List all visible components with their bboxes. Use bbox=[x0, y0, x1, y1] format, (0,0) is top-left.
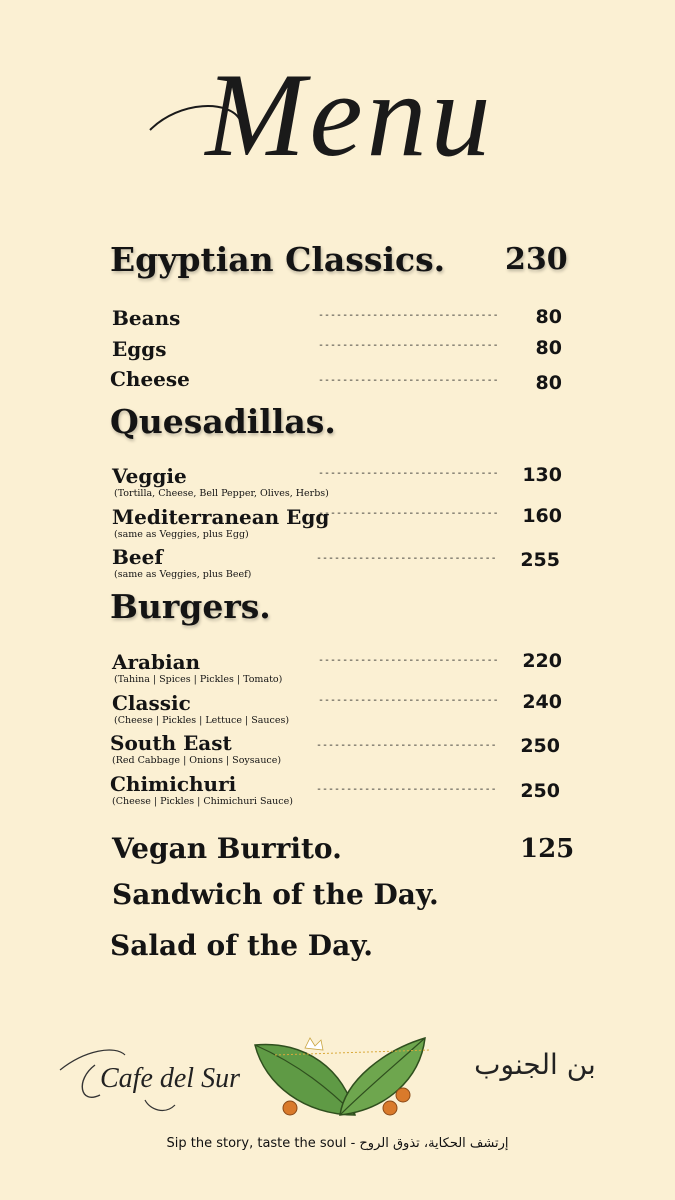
item-name: Beef bbox=[112, 545, 163, 569]
section-title-quesadillas: Quesadillas. bbox=[110, 402, 336, 441]
item-price: 255 bbox=[520, 549, 560, 571]
cafe-del-sur-logo bbox=[55, 1035, 240, 1115]
menu-title-swash bbox=[140, 60, 560, 210]
item-desc: (Tahina | Spices | Pickles | Tomato) bbox=[114, 674, 283, 685]
bon-el-ganoub-logo bbox=[465, 1048, 605, 1108]
item-name: Eggs bbox=[112, 337, 167, 361]
item-name-salad: Salad of the Day. bbox=[110, 929, 374, 962]
section-title-burgers: Burgers. bbox=[110, 587, 271, 626]
item-desc: (same as Veggies, plus Egg) bbox=[114, 529, 249, 540]
tagline: Sip the story, taste the soul - إرتشف الحكاية، تذوق الروح bbox=[166, 1136, 509, 1151]
item-dash: ------------------------------ bbox=[318, 508, 499, 519]
item-dash: ------------------------------ bbox=[316, 553, 497, 564]
item-name: Mediterranean Egg bbox=[112, 505, 330, 529]
item-name: Arabian bbox=[112, 650, 201, 674]
item-price: 130 bbox=[522, 464, 562, 486]
item-desc: (Tortilla, Cheese, Bell Pepper, Olives, Herbs) bbox=[114, 488, 329, 499]
item-dash: ------------------------------ bbox=[318, 340, 499, 351]
cafe-del-sur-script bbox=[55, 1035, 240, 1115]
item-price-vegan-burrito: 125 bbox=[520, 834, 575, 864]
item-desc: (Cheese | Pickles | Lettuce | Sauces) bbox=[114, 715, 290, 726]
item-desc: (same as Veggies, plus Beef) bbox=[114, 569, 252, 580]
item-dash: ------------------------------ bbox=[318, 310, 499, 321]
logo-right-text: بن الجنوب bbox=[474, 1048, 596, 1081]
item-desc: (Red Cabbage | Onions | Soysauce) bbox=[112, 755, 282, 766]
item-name: South East bbox=[110, 731, 232, 755]
item-dash: ------------------------------ bbox=[316, 784, 497, 795]
leaf-icon bbox=[245, 1030, 435, 1125]
item-dash: ------------------------------ bbox=[318, 695, 499, 706]
item-price: 250 bbox=[520, 735, 560, 757]
section-title-egyptian: Egyptian Classics. bbox=[110, 240, 446, 279]
item-desc: (Cheese | Pickles | Chimichuri Sauce) bbox=[112, 796, 293, 807]
menu-title-text: Menu bbox=[205, 48, 495, 181]
item-price: 250 bbox=[520, 780, 560, 802]
item-price: 80 bbox=[535, 337, 562, 359]
item-price: 240 bbox=[522, 691, 562, 713]
item-price: 80 bbox=[535, 372, 562, 394]
item-price: 160 bbox=[522, 505, 562, 527]
item-name-sandwich: Sandwich of the Day. bbox=[112, 878, 439, 911]
section-price-egyptian: 230 bbox=[505, 242, 568, 277]
item-name: Beans bbox=[112, 306, 181, 330]
item-dash: ------------------------------ bbox=[316, 740, 497, 751]
item-price: 80 bbox=[535, 306, 562, 328]
item-name-vegan-burrito: Vegan Burrito. bbox=[112, 832, 342, 865]
logo-left-text: Cafe del Sur bbox=[100, 1063, 240, 1094]
item-price: 220 bbox=[522, 650, 562, 672]
item-dash: ------------------------------ bbox=[318, 375, 499, 386]
item-name: Veggie bbox=[112, 464, 187, 488]
item-name: Classic bbox=[112, 691, 191, 715]
item-dash: ------------------------------ bbox=[318, 655, 499, 666]
item-dash: ------------------------------ bbox=[318, 468, 499, 479]
item-name: Cheese bbox=[110, 367, 190, 391]
menu-title bbox=[150, 40, 550, 190]
item-name: Chimichuri bbox=[110, 772, 237, 796]
coffee-leaf-logo bbox=[245, 1030, 435, 1125]
